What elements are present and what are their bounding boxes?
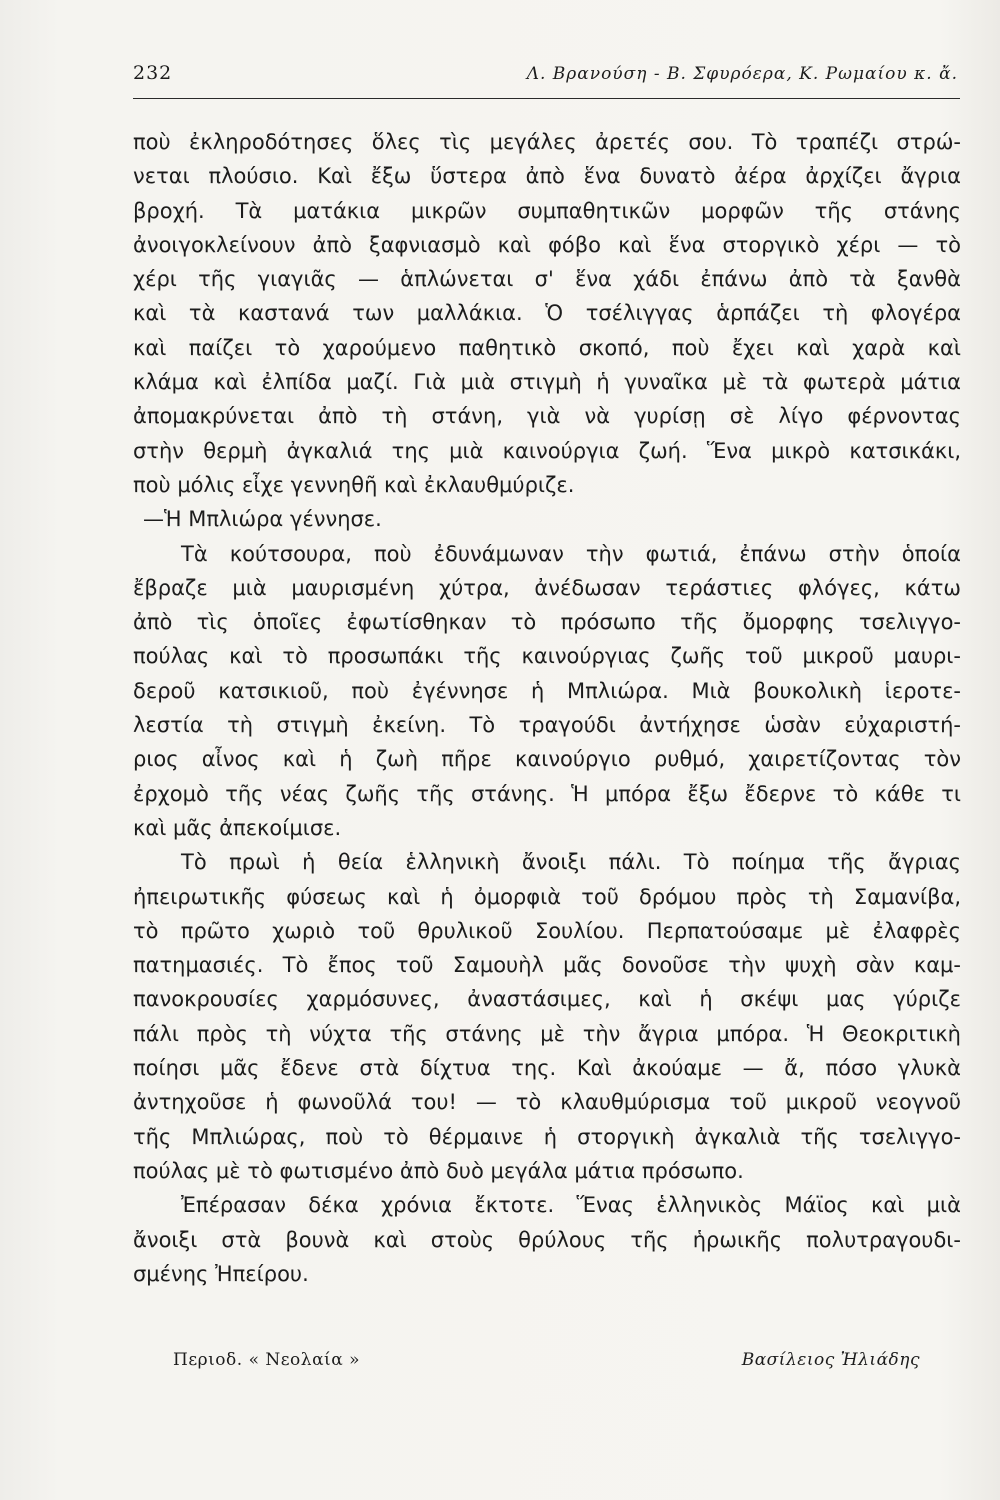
text-line: κλάμα καὶ ἐλπίδα μαζί. Γιὰ μιὰ στιγμὴ ἡ γυναῖκα μὲ τὰ φωτερὰ μάτια [133, 370, 961, 395]
text-line: χέρι τῆς γιαγιᾶς — ἁπλώνεται σ' ἕνα χάδι ἐπάνω ἀπὸ τὰ ξανθὰ [133, 267, 961, 292]
text-line: καὶ μᾶς ἀπεκοίμισε. [133, 815, 342, 840]
text-line: τῆς Μπλιώρας, ποὺ τὸ θέρμαινε ἡ στοργικὴ ἀγκαλιὰ τῆς τσελιγγο- [133, 1124, 961, 1149]
text-line: ριος αἶνος καὶ ἡ ζωὴ πῆρε καινούργιο ρυθμό, χαιρετίζοντας τὸν [133, 747, 961, 772]
text-line: ποὺ ἐκληροδότησες ὅλες τὶς μεγάλες ἀρετές σου. Τὸ τραπέζι στρώ- [133, 130, 961, 154]
text-line: ἀπὸ τὶς ὁποῖες ἐφωτίσθηκαν τὸ πρόσωπο τῆς ὄμορφης τσελιγγο- [133, 610, 961, 635]
author-name: Βασίλειος Ἠλιάδης [741, 1350, 920, 1370]
text-line: ποίησι μᾶς ἔδενε στὰ δίχτυα της. Καὶ ἀκούαμε — ἄ, πόσο γλυκὰ [133, 1056, 961, 1081]
text-line: καὶ τὰ καστανά των μαλλάκια. Ὁ τσέλιγγας ἁρπάζει τὴ φλογέρα [133, 301, 961, 326]
text-line: βροχή. Τὰ ματάκια μικρῶν συμπαθητικῶν μορφῶν τῆς στάνης [133, 198, 961, 223]
text-line: πούλας καὶ τὸ προσωπάκι τῆς καινούργιας ζωῆς τοῦ μικροῦ μαυρι- [133, 644, 961, 669]
page-footer [133, 1350, 960, 1380]
source-citation: Περιοδ. « Νεολαία » [173, 1350, 360, 1370]
text-line: στὴν θερμὴ ἀγκαλιά της μιὰ καινούργια ζωή. Ἕνα μικρὸ κατσικάκι, [133, 438, 961, 463]
text-line: ἠπειρωτικῆς φύσεως καὶ ἡ ὀμορφιὰ τοῦ δρόμου πρὸς τὴ Σαμανίβα, [133, 884, 961, 909]
text-line: ἀντηχοῦσε ἡ φωνοῦλά του! — τὸ κλαυθμύρισμα τοῦ μικροῦ νεογνοῦ [133, 1090, 961, 1115]
text-line: Τὰ κούτσουρα, ποὺ ἐδυνάμωναν τὴν φωτιά, ἐπάνω στὴν ὁποία [181, 541, 961, 566]
page-number: 232 [133, 62, 173, 84]
text-line: καὶ παίζει τὸ χαρούμενο παθητικὸ σκοπό, ποὺ ἔχει καὶ χαρὰ καὶ [133, 335, 961, 360]
text-line: λεστία τὴ στιγμὴ ἐκείνη. Τὸ τραγούδι ἀντήχησε ὡσὰν εὐχαριστή- [133, 713, 961, 738]
text-line: ἀπομακρύνεται ἀπὸ τὴ στάνη, γιὰ νὰ γυρίσῃ σὲ λίγο φέρνοντας [133, 404, 961, 429]
text-line: Ἐπέρασαν δέκα χρόνια ἔκτοτε. Ἕνας ἑλληνικὸς Μάϊος καὶ μιὰ [181, 1193, 961, 1218]
text-line: πατημασιές. Τὸ ἔπος τοῦ Σαμουὴλ μᾶς δονοῦσε τὴν ψυχὴ σὰν καμ- [133, 953, 961, 978]
text-line: σμένης Ἠπείρου. [133, 1261, 309, 1286]
body-text [133, 125, 961, 1291]
text-line: δεροῦ κατσικιοῦ, ποὺ ἐγέννησε ἡ Μπλιώρα. Μιὰ βουκολικὴ ἱεροτε- [133, 678, 961, 703]
text-line: ἀνοιγοκλείνουν ἀπὸ ξαφνιασμὸ καὶ φόβο καὶ ἕνα στοργικὸ χέρι — τὸ [133, 232, 961, 257]
text-line: ποὺ μόλις εἶχε γεννηθῆ καὶ ἐκλαυθμύριζε. [133, 472, 575, 497]
text-line: ἄνοιξι στὰ βουνὰ καὶ στοὺς θρύλους τῆς ἡρωικῆς πολυτραγουδι- [133, 1227, 961, 1252]
text-line: ἔβραζε μιὰ μαυρισμένη χύτρα, ἀνέδωσαν τεράστιες φλόγες, κάτω [133, 575, 961, 600]
text-line: ἐρχομὸ τῆς νέας ζωῆς τῆς στάνης. Ἡ μπόρα ἔξω ἔδερνε τὸ κάθε τι [133, 781, 961, 806]
dialogue-line: —Ἡ Μπλιώρα γέννησε. [143, 507, 382, 532]
text-line: πούλας μὲ τὸ φωτισμένο ἀπὸ δυὸ μεγάλα μάτια πρόσωπο. [133, 1158, 744, 1183]
text-line: νεται πλούσιο. Καὶ ἔξω ὕστερα ἀπὸ ἕνα δυνατὸ ἀέρα ἀρχίζει ἄγρια [133, 164, 961, 189]
page-header [133, 58, 960, 99]
running-title: Λ. Βρανούση - Β. Σφυρόερα, Κ. Ρωμαίου κ. ἄ. [526, 64, 958, 84]
text-line: τὸ πρῶτο χωριὸ τοῦ θρυλικοῦ Σουλίου. Περπατούσαμε μὲ ἐλαφρὲς [133, 918, 961, 943]
text-line: πανοκρουσίες χαρμόσυνες, ἀναστάσιμες, καὶ ἡ σκέψι μας γύριζε [133, 987, 961, 1012]
text-line: πάλι πρὸς τὴ νύχτα τῆς στάνης μὲ τὴν ἄγρια μπόρα. Ἡ Θεοκριτικὴ [133, 1021, 961, 1046]
text-line: Τὸ πρωὶ ἡ θεία ἑλληνικὴ ἄνοιξι πάλι. Τὸ ποίημα τῆς ἄγριας [181, 850, 961, 875]
